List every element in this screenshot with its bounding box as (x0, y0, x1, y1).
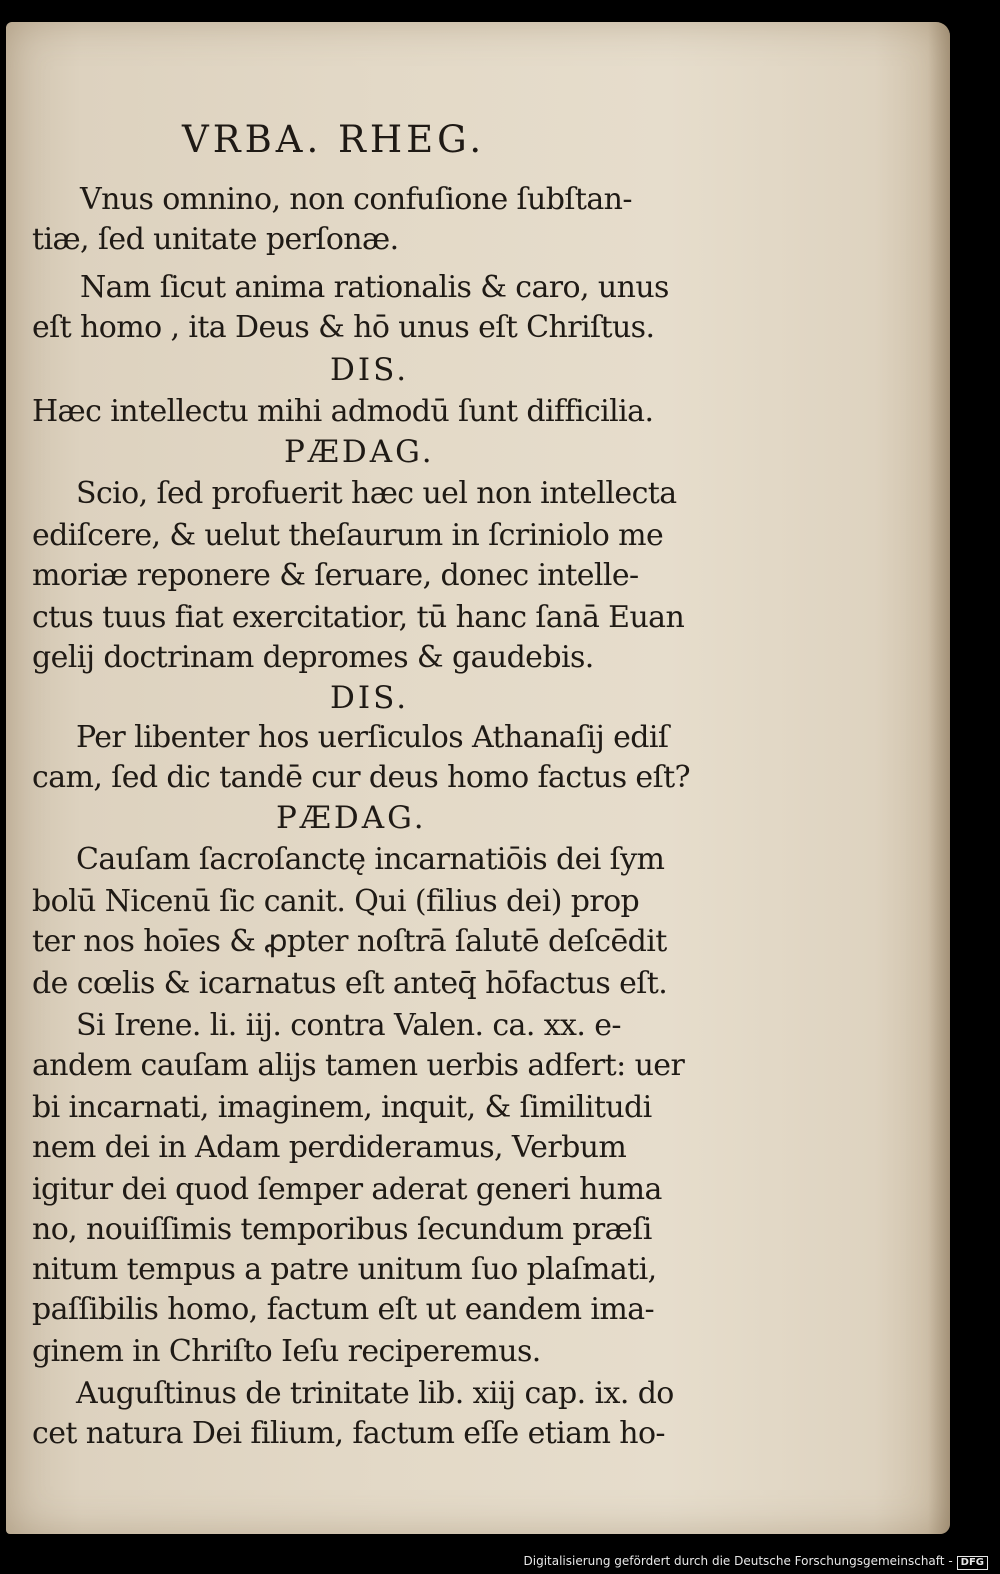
text-line: ginem in Chriſto Ieſu reciperemus. (32, 1334, 541, 1369)
text-line: de cœlis & icarnatus eſt anteq̄ hōfactus eſt. (32, 966, 668, 1001)
text-line: cet natura Dei filium, factum eſſe etiam ho- (32, 1416, 665, 1451)
text-line: ter nos hoīes & ꝓpter noſtrā ſalutē deſcēdit (32, 924, 667, 959)
speaker-label-paedag: PÆDAG. (284, 434, 435, 470)
text-line: Cauſam ſacroſanctę incarnatiōis dei ſym (76, 842, 665, 877)
text-line: bolū Nicenū ſic canit. Qui (filius dei) prop (32, 884, 640, 919)
speaker-label-dis: DIS. (330, 680, 410, 716)
text-line: nem dei in Adam perdideramus, Verbum (32, 1130, 627, 1165)
text-line: nitum tempus a patre unitum ſuo plaſmati, (32, 1252, 657, 1287)
book-page (6, 22, 950, 1534)
text-line: bi incarnati, imaginem, inquit, & ſimilitudi (32, 1090, 652, 1125)
text-line: Scio, ſed profuerit hæc uel non intellecta (76, 476, 677, 511)
running-head: VRBA. RHEG. (182, 118, 486, 161)
text-line: cam, ſed dic tandē cur deus homo factus eſt? (32, 760, 691, 795)
text-line: no, nouiſſimis temporibus ſecundum præſi (32, 1212, 652, 1247)
text-line: Si Irene. li. iij. contra Valen. ca. xx. e- (76, 1008, 621, 1043)
text-line: gelij doctrinam depromes & gaudebis. (32, 640, 594, 675)
credit-text: Digitalisierung gefördert durch die Deutsche Forschungsgemeinschaft - (523, 1554, 953, 1568)
dfg-logo-icon: DFG (957, 1556, 988, 1570)
speaker-label-dis: DIS. (330, 352, 410, 388)
text-line: moriæ reponere & ſeruare, donec intelle- (32, 558, 639, 593)
digitization-credit (524, 1554, 989, 1570)
text-line: Hæc intellectu mihi admodū ſunt difficilia. (32, 394, 654, 429)
text-line: Vnus omnino, non confuſione ſubſtan- (80, 182, 632, 217)
text-line: Per libenter hos uerſiculos Athanaſij ediſ (76, 720, 669, 755)
text-line: Nam ſicut anima rationalis & caro, unus (80, 270, 669, 305)
speaker-label-paedag: PÆDAG. (276, 800, 427, 836)
text-line: ediſcere, & uelut theſaurum in ſcriniolo me (32, 518, 664, 553)
text-line: andem cauſam alijs tamen uerbis adfert: uer (32, 1048, 685, 1083)
text-line: paſſibilis homo, factum eſt ut eandem ima- (32, 1292, 655, 1327)
text-line: Auguſtinus de trinitate lib. xiij cap. ix. do (76, 1376, 674, 1411)
text-line: ctus tuus fiat exercitatior, tū hanc ſanā Euan (32, 600, 685, 635)
text-line: eſt homo , ita Deus & hō unus eſt Chriſtus. (32, 310, 655, 345)
text-line: tiæ, ſed unitate perſonæ. (32, 222, 399, 257)
text-line: igitur dei quod ſemper aderat generi huma (32, 1172, 662, 1207)
